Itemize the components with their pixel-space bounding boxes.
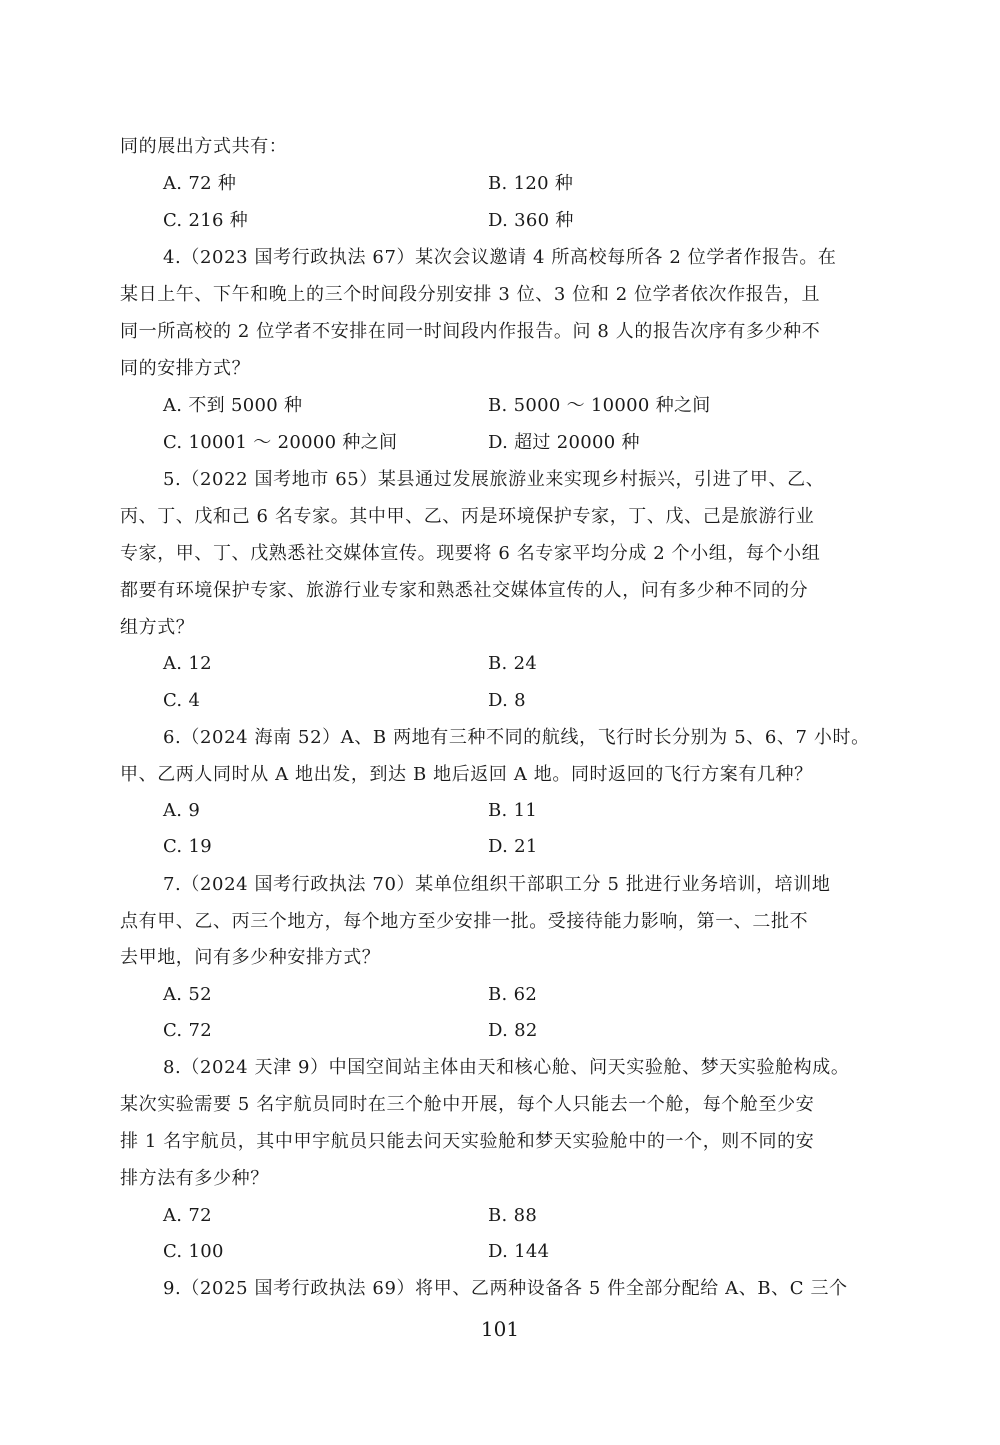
- page-number: 101: [480, 1317, 520, 1341]
- q6-option-c: C. 19: [163, 836, 212, 857]
- q4-option-a: A. 不到 5000 种: [163, 395, 303, 416]
- q5-line-4: 都要有环境保护专家、旅游行业专家和熟悉社交媒体宣传的人，问有多少种不同的分: [120, 580, 809, 601]
- q5-option-c: C. 4: [163, 690, 201, 711]
- q7-line-3: 去甲地，问有多少种安排方式？: [120, 947, 381, 968]
- q6-line-2: 甲、乙两人同时从 A 地出发，到达 B 地后返回 A 地。同时返回的飞行方案有几种？: [120, 764, 813, 785]
- q8-option-d: D. 144: [488, 1241, 550, 1262]
- q3-option-a: A. 72 种: [163, 173, 237, 194]
- q8-line-2: 某次实验需要 5 名宇航员同时在三个舱中开展，每个人只能去一个舱，每个舱至少安: [120, 1094, 815, 1115]
- q3-option-d: D. 360 种: [488, 210, 574, 231]
- q6-option-d: D. 21: [488, 836, 538, 857]
- q5-option-d: D. 8: [488, 690, 526, 711]
- q4-line-3: 同一所高校的 2 位学者不安排在同一时间段内作报告。问 8 人的报告次序有多少种不: [120, 321, 821, 342]
- q3-option-b: B. 120 种: [488, 173, 574, 194]
- q5-option-b: B. 24: [488, 653, 538, 674]
- q9-line-1: 9.（2025 国考行政执法 69）将甲、乙两种设备各 5 件全部分配给 A、B、C 三个: [163, 1278, 848, 1299]
- q6-option-b: B. 11: [488, 800, 538, 821]
- q8-option-a: A. 72: [163, 1205, 212, 1226]
- q8-line-1: 8.（2024 天津 9）中国空间站主体由天和核心舱、问天实验舱、梦天实验舱构成。: [163, 1057, 850, 1078]
- q5-line-3: 专家，甲、丁、戊熟悉社交媒体宣传。现要将 6 名专家平均分成 2 个小组，每个小组: [120, 543, 821, 564]
- q5-line-2: 丙、丁、戊和己 6 名专家。其中甲、乙、丙是环境保护专家，丁、戊、己是旅游行业: [120, 506, 815, 527]
- q5-line-1: 5.（2022 国考地市 65）某县通过发展旅游业来实现乡村振兴，引进了甲、乙、: [163, 469, 825, 490]
- q4-option-b: B. 5000 ～ 10000 种之间: [488, 395, 711, 416]
- q7-line-2: 点有甲、乙、丙三个地方，每个地方至少安排一批。受接待能力影响，第一、二批不: [120, 911, 809, 932]
- q6-line-1: 6.（2024 海南 52）A、B 两地有三种不同的航线，飞行时长分别为 5、6、7 小时。: [163, 727, 870, 748]
- q5-line-5: 组方式？: [120, 617, 195, 638]
- q6-option-a: A. 9: [163, 800, 201, 821]
- q4-line-4: 同的安排方式？: [120, 358, 251, 379]
- q4-line-1: 4.（2023 国考行政执法 67）某次会议邀请 4 所高校每所各 2 位学者作报告。在: [163, 247, 837, 268]
- q4-option-c: C. 10001 ～ 20000 种之间: [163, 432, 398, 453]
- q8-line-4: 排方法有多少种？: [120, 1168, 269, 1189]
- q8-line-3: 排 1 名宇航员，其中甲宇航员只能去问天实验舱和梦天实验舱中的一个，则不同的安: [120, 1131, 815, 1152]
- q7-option-d: D. 82: [488, 1020, 538, 1041]
- q7-option-c: C. 72: [163, 1020, 212, 1041]
- q8-option-c: C. 100: [163, 1241, 224, 1262]
- q8-option-b: B. 88: [488, 1205, 538, 1226]
- q7-option-a: A. 52: [163, 984, 212, 1005]
- q7-option-b: B. 62: [488, 984, 538, 1005]
- q3-option-c: C. 216 种: [163, 210, 249, 231]
- q5-option-a: A. 12: [163, 653, 212, 674]
- q7-line-1: 7.（2024 国考行政执法 70）某单位组织干部职工分 5 批进行业务培训，培训地: [163, 874, 831, 895]
- q4-line-2: 某日上午、下午和晚上的三个时间段分别安排 3 位、3 位和 2 位学者依次作报告，且: [120, 284, 821, 305]
- question-3-continuation: 同的展出方式共有：: [120, 136, 288, 157]
- q4-option-d: D. 超过 20000 种: [488, 432, 640, 453]
